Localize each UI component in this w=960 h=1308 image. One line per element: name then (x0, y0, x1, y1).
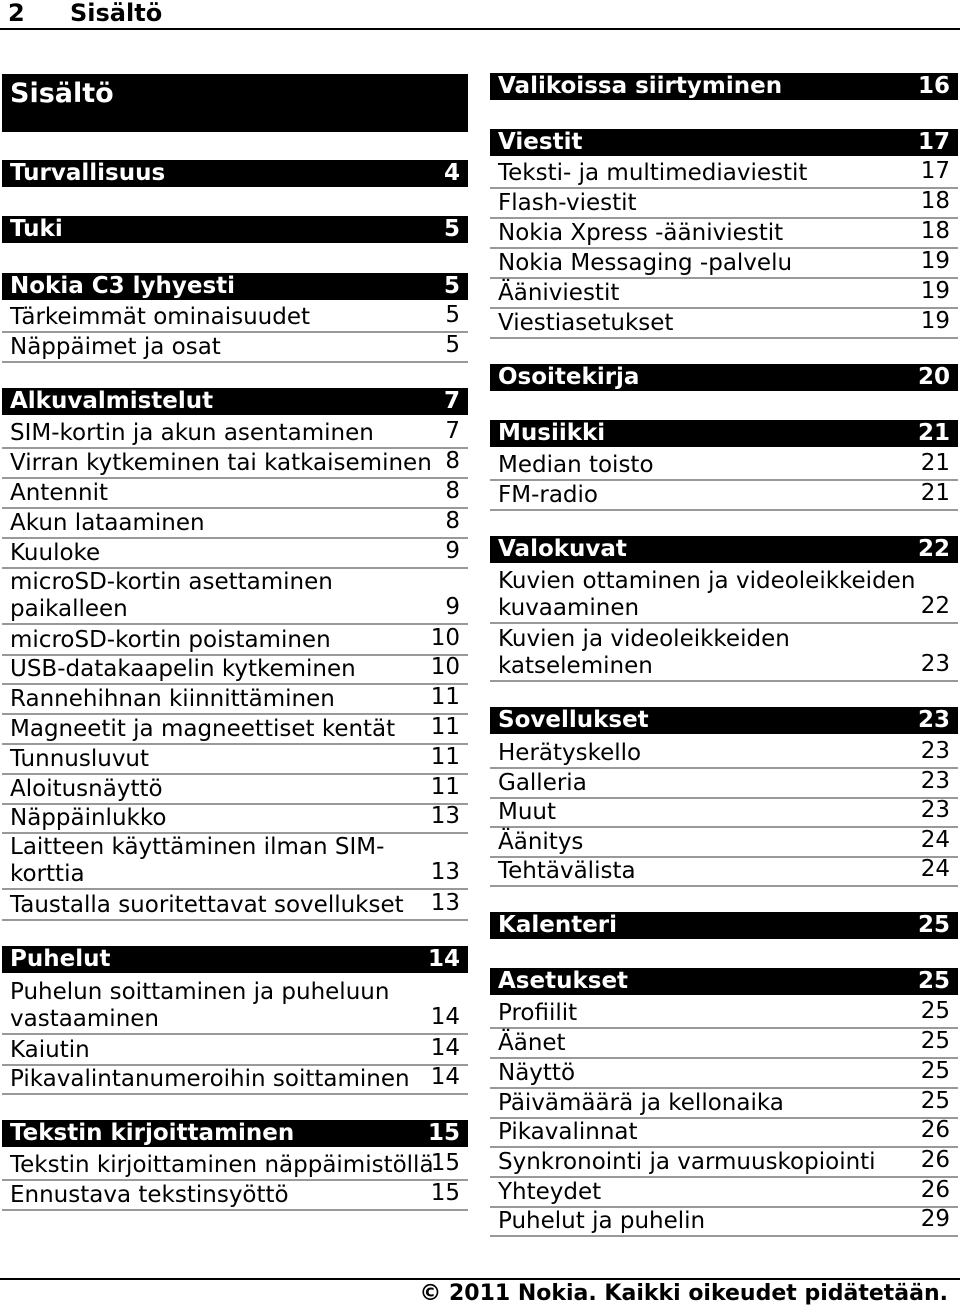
toc-entry-label: Tunnusluvut (10, 746, 150, 772)
toc-entry-label: Nokia C3 lyhyesti (10, 273, 236, 299)
toc-entry-label: Viestit (498, 129, 583, 155)
toc-entry[interactable] (2, 979, 468, 1035)
toc-page-number: 26 (920, 1177, 950, 1203)
toc-entry[interactable] (2, 510, 468, 539)
toc-page-number: 17 (920, 158, 950, 184)
toc-page-number: 13 (430, 859, 460, 885)
toc-section-heading[interactable] (2, 946, 468, 973)
toc-entry[interactable] (490, 858, 958, 887)
toc-section-heading[interactable] (490, 707, 958, 734)
toc-page-number: 23 (920, 797, 950, 823)
toc-page-number: 11 (430, 744, 460, 770)
toc-entry-label: Ääniviestit (498, 280, 620, 306)
toc-entry-label: Äänitys (498, 829, 584, 855)
toc-entry[interactable] (490, 1060, 958, 1089)
toc-entry-label: Turvallisuus (10, 160, 166, 186)
toc-page-number: 21 (920, 480, 950, 506)
toc-entry-label: Osoitekirja (498, 364, 640, 390)
toc-entry[interactable] (490, 1208, 958, 1237)
toc-entry[interactable] (2, 1152, 468, 1181)
toc-page-number: 11 (430, 714, 460, 740)
toc-page-number: 25 (920, 998, 950, 1024)
toc-entry-label: Synkronointi ja varmuuskopiointi (498, 1149, 876, 1175)
toc-page-number: 7 (445, 418, 460, 444)
toc-section-heading[interactable] (490, 912, 958, 939)
toc-entry[interactable] (490, 452, 958, 481)
toc-page-number: 25 (920, 1028, 950, 1054)
toc-entry-label: Muut (498, 799, 557, 825)
toc-entry-label: Taustalla suoritettavat sovellukset (10, 892, 404, 918)
toc-entry-label: Puhelut (10, 946, 111, 972)
toc-entry[interactable] (490, 1090, 958, 1119)
toc-page-number: 7 (443, 388, 460, 414)
toc-page-number: 25 (920, 1058, 950, 1084)
toc-section-heading[interactable] (2, 160, 468, 187)
toc-entry-label: Musiikki (498, 420, 606, 446)
toc-entry[interactable] (490, 770, 958, 799)
toc-entry[interactable] (490, 310, 958, 339)
toc-entry-label: Yhteydet (498, 1179, 602, 1205)
toc-page-number: 14 (430, 1064, 460, 1090)
toc-section-heading[interactable] (2, 273, 468, 300)
toc-page-number: 10 (430, 654, 460, 680)
toc-section-heading[interactable] (2, 1120, 468, 1147)
toc-entry[interactable] (490, 829, 958, 858)
toc-entry-label: Näppäimet ja osat (10, 334, 221, 360)
toc-entry[interactable] (2, 304, 468, 333)
toc-title: Sisältö (2, 74, 468, 132)
toc-entry[interactable] (490, 1149, 958, 1178)
toc-entry-label: USB-datakaapelin kytkeminen (10, 656, 356, 682)
toc-entry[interactable] (490, 280, 958, 309)
toc-entry[interactable] (2, 420, 468, 449)
toc-page-number: 11 (430, 684, 460, 710)
toc-page-number: 8 (445, 508, 460, 534)
toc-entry-label: Kaiutin (10, 1037, 90, 1063)
toc-page-number: 14 (427, 946, 460, 972)
toc-entry-label: Näppäinlukko (10, 805, 167, 831)
toc-page-number: 19 (920, 308, 950, 334)
toc-entry[interactable] (490, 1030, 958, 1059)
toc-page-number: 24 (920, 856, 950, 882)
toc-section-heading[interactable] (490, 420, 958, 447)
toc-entry-label: Valokuvat (498, 536, 627, 562)
toc-entry[interactable] (490, 799, 958, 828)
toc-entry-label: Nokia Messaging -palvelu (498, 250, 793, 276)
toc-entry[interactable] (2, 656, 468, 685)
toc-entry[interactable] (490, 160, 958, 189)
toc-entry-label: Galleria (498, 770, 587, 796)
toc-page-number: 18 (920, 218, 950, 244)
toc-entry-label: Rannehihnan kiinnittäminen (10, 686, 335, 712)
toc-entry[interactable] (2, 569, 468, 625)
toc-page-number: 15 (430, 1150, 460, 1176)
toc-entry[interactable] (2, 1066, 468, 1095)
toc-page-number: 16 (917, 73, 950, 99)
toc-entry[interactable] (490, 740, 958, 769)
toc-page-number: 19 (920, 248, 950, 274)
toc-page-number: 26 (920, 1117, 950, 1143)
toc-entry-label: Laitteen käyttäminen ilman SIM- korttia (10, 834, 385, 887)
toc-section-heading[interactable] (490, 536, 958, 563)
toc-page-number: 14 (430, 1035, 460, 1061)
toc-entry-label: Asetukset (498, 968, 629, 994)
toc-page-number: 23 (920, 651, 950, 677)
toc-page-number: 13 (430, 890, 460, 916)
toc-entry-label: microSD-kortin asettaminen paikalleen (10, 569, 333, 622)
toc-page-number: 9 (445, 594, 460, 620)
toc-entry-label: Teksti- ja multimediaviestit (498, 160, 808, 186)
toc-entry-label: Kuvien ja videoleikkeiden katseleminen (498, 626, 790, 679)
toc-entry-label: Puhelun soittaminen ja puheluun vastaaminen (10, 979, 390, 1032)
toc-page-number: 22 (920, 593, 950, 619)
toc-entry[interactable] (2, 540, 468, 569)
toc-entry[interactable] (490, 1179, 958, 1208)
toc-page-number: 11 (430, 774, 460, 800)
toc-page-number: 20 (917, 364, 950, 390)
toc-page-number: 5 (443, 273, 460, 299)
toc-entry-label: Näyttö (498, 1060, 576, 1086)
toc-entry-label: Magneetit ja magneettiset kentät (10, 716, 396, 742)
toc-page-number: 8 (445, 478, 460, 504)
toc-page-number: 5 (445, 302, 460, 328)
toc-entry-label: Päivämäärä ja kellonaika (498, 1090, 784, 1116)
toc-entry[interactable] (2, 1037, 468, 1066)
toc-page-number: 23 (920, 768, 950, 794)
toc-entry[interactable] (490, 250, 958, 279)
toc-entry-label: Kalenteri (498, 912, 618, 938)
toc-entry-label: Profiilit (498, 1000, 578, 1026)
toc-page-number: 15 (430, 1180, 460, 1206)
toc-entry-label: Flash-viestit (498, 190, 637, 216)
toc-entry[interactable] (2, 892, 468, 921)
toc-page-number: 22 (917, 536, 950, 562)
toc-entry[interactable] (2, 686, 468, 715)
toc-entry-label: Herätyskello (498, 740, 642, 766)
toc-entry-label: Tehtävälista (498, 858, 636, 884)
toc-page-number: 25 (917, 912, 950, 938)
toc-page-number: 5 (445, 332, 460, 358)
toc-entry[interactable] (490, 568, 958, 624)
toc-page-number: 26 (920, 1147, 950, 1173)
toc-section-heading[interactable] (490, 364, 958, 391)
toc-page-number: 21 (917, 420, 950, 446)
toc-page-number: 23 (917, 707, 950, 733)
toc-entry[interactable] (490, 626, 958, 682)
toc-entry[interactable] (490, 220, 958, 249)
toc-entry-label: Antennit (10, 480, 109, 506)
toc-entry[interactable] (490, 190, 958, 219)
page-number: 2 (8, 0, 25, 27)
toc-entry-label: Akun lataaminen (10, 510, 205, 536)
toc-page-number: 17 (917, 129, 950, 155)
toc-page-number: 14 (430, 1004, 460, 1030)
toc-entry[interactable] (490, 482, 958, 511)
toc-entry-label: microSD-kortin poistaminen (10, 627, 331, 653)
toc-entry-label: Sovellukset (498, 707, 649, 733)
toc-entry-label: FM-radio (498, 482, 598, 508)
toc-entry-label: Viestiasetukset (498, 310, 674, 336)
toc-entry-label: Kuuloke (10, 540, 101, 566)
toc-section-heading[interactable] (490, 73, 958, 100)
toc-entry[interactable] (2, 450, 468, 479)
toc-page-number: 24 (920, 827, 950, 853)
toc-entry-label: Tärkeimmät ominaisuudet (10, 304, 311, 330)
toc-entry-label: Tuki (10, 216, 63, 242)
toc-entry[interactable] (2, 480, 468, 509)
toc-page-number: 25 (920, 1088, 950, 1114)
toc-entry-label: Pikavalinnat (498, 1119, 638, 1145)
toc-entry-label: Virran kytkeminen tai katkaiseminen (10, 450, 432, 476)
toc-entry-label: Pikavalintanumeroihin soittaminen (10, 1066, 410, 1092)
toc-entry[interactable] (2, 834, 468, 890)
toc-section-heading[interactable] (2, 388, 468, 415)
toc-entry-label: Alkuvalmistelut (10, 388, 214, 414)
toc-entry[interactable] (2, 805, 468, 834)
toc-entry[interactable] (2, 627, 468, 656)
toc-page-number: 29 (920, 1206, 950, 1232)
toc-entry[interactable] (2, 1182, 468, 1211)
toc-entry-label: Median toisto (498, 452, 654, 478)
section-title: Sisältö (70, 0, 163, 27)
toc-page-number: 19 (920, 278, 950, 304)
toc-page-number: 9 (445, 538, 460, 564)
toc-entry-label: Valikoissa siirtyminen (498, 73, 783, 99)
toc-entry-label: Äänet (498, 1030, 566, 1056)
toc-entry-label: Puhelut ja puhelin (498, 1208, 706, 1234)
toc-entry-label: Ennustava tekstinsyöttö (10, 1182, 289, 1208)
toc-entry[interactable] (2, 334, 468, 363)
toc-entry[interactable] (490, 1000, 958, 1029)
toc-page-number: 8 (445, 448, 460, 474)
toc-page-number: 25 (917, 968, 950, 994)
toc-entry[interactable] (490, 1119, 958, 1148)
toc-entry[interactable] (2, 776, 468, 805)
page-header (0, 0, 960, 30)
copyright-footer: © 2011 Nokia. Kaikki oikeudet pidätetään. (419, 1281, 948, 1306)
toc-entry-label: SIM-kortin ja akun asentaminen (10, 420, 374, 446)
toc-page-number: 21 (920, 450, 950, 476)
toc-entry[interactable] (2, 716, 468, 745)
toc-page-number: 10 (430, 625, 460, 651)
toc-page-number: 15 (427, 1120, 460, 1146)
toc-page-number: 23 (920, 738, 950, 764)
toc-entry-label: Nokia Xpress -ääniviestit (498, 220, 784, 246)
toc-entry-label: Kuvien ottaminen ja videoleikkeiden kuvaaminen (498, 568, 916, 621)
toc-page-number: 5 (443, 216, 460, 242)
toc-page-number: 4 (443, 160, 460, 186)
toc-section-heading[interactable] (490, 968, 958, 995)
toc-entry[interactable] (2, 746, 468, 775)
toc-page-number: 13 (430, 803, 460, 829)
toc-section-heading[interactable] (490, 129, 958, 156)
toc-entry-label: Aloitusnäyttö (10, 776, 163, 802)
toc-entry-label: Tekstin kirjoittaminen (10, 1120, 295, 1146)
toc-page-number: 18 (920, 188, 950, 214)
toc-entry-label: Tekstin kirjoittaminen näppäimistöllä (10, 1152, 434, 1178)
toc-section-heading[interactable] (2, 216, 468, 243)
